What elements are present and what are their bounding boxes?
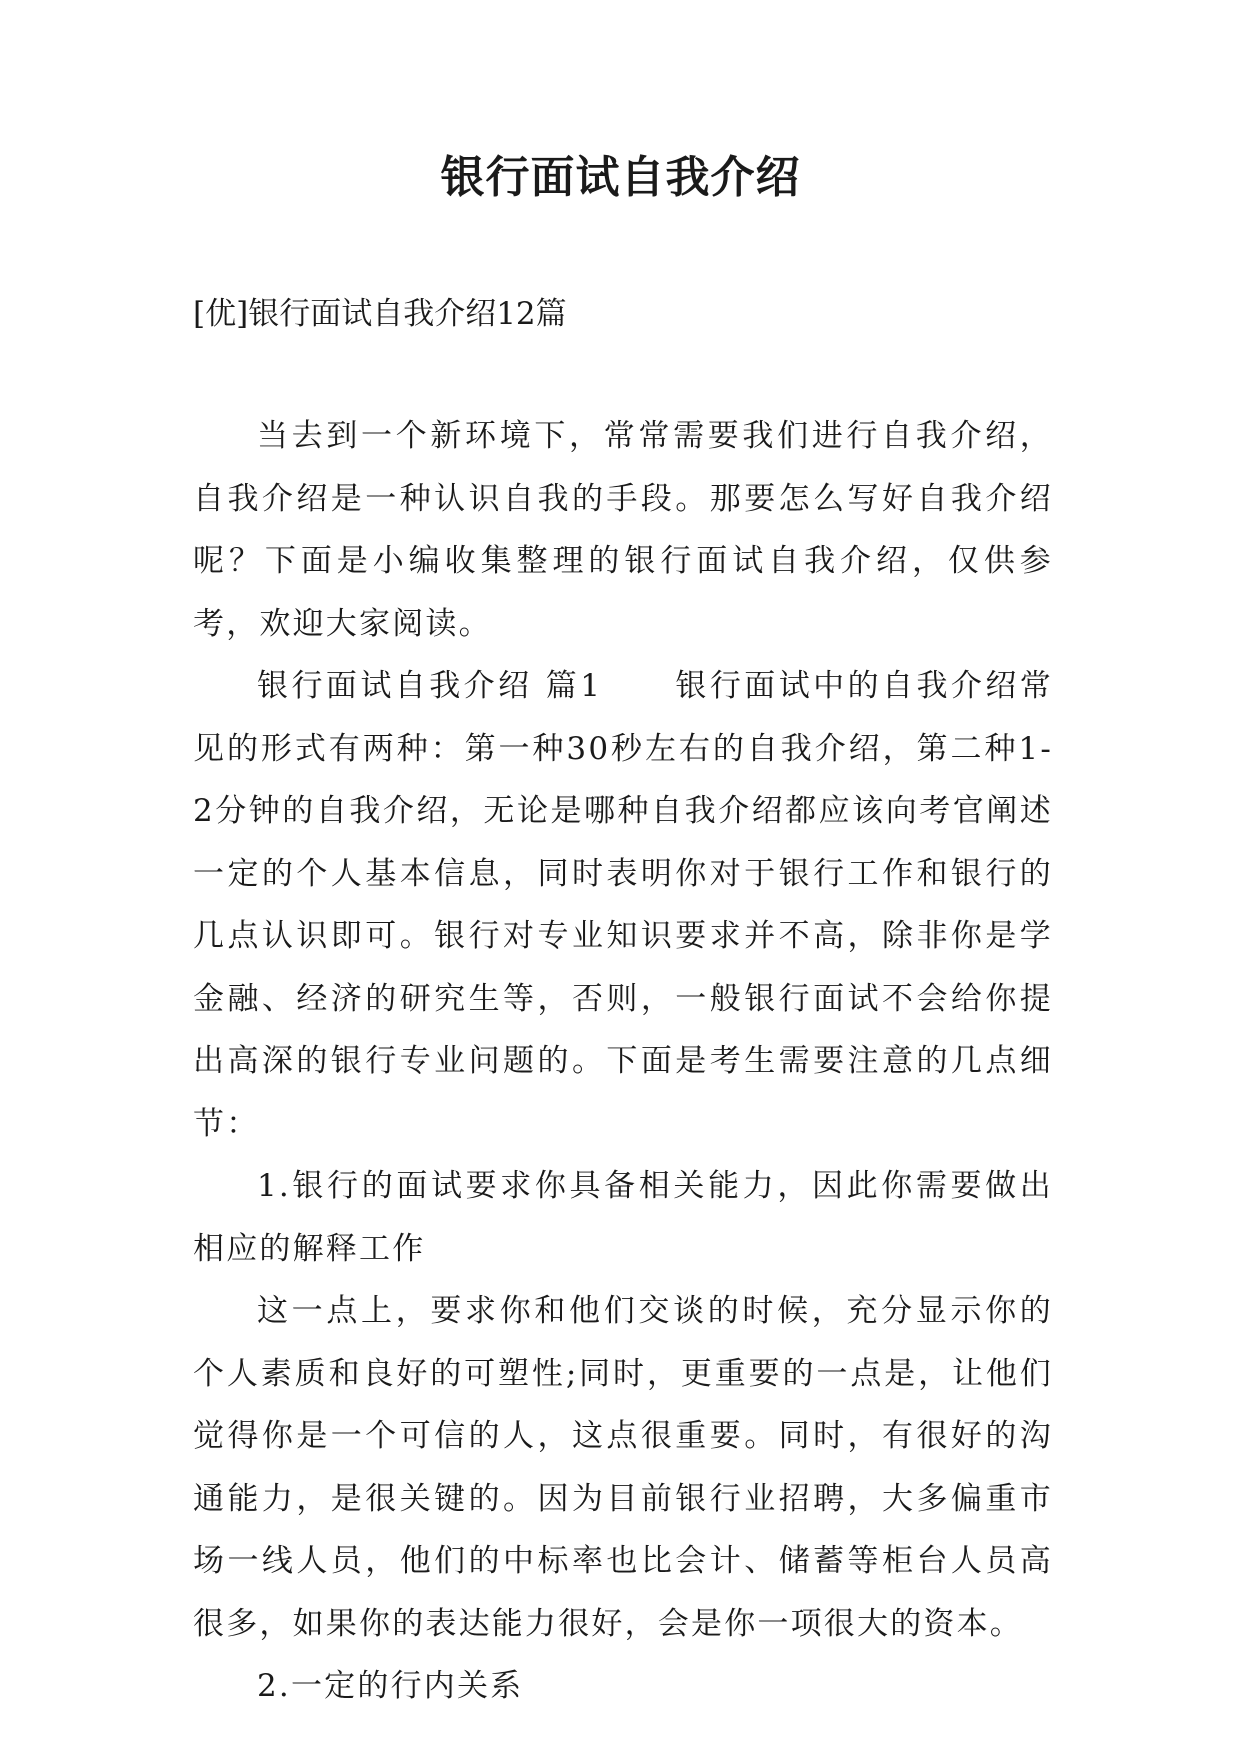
point1-paragraph: 这一点上，要求你和他们交谈的时候，充分显示你的个人素质和良好的可塑性;同时，更重要的一点是，让他们觉得你是一个可信的人，这点很重要。同时，有很好的沟通能力，是很关键的。因为目前银行业招聘，大多偏重市场一线人员，他们的中标率也比会计、储蓄等柜台人员高很多，如果你的表达能力很好，会是你一项很大的资本。 xyxy=(193,1293,1053,1642)
point2-title: 2.一定的行内关系 xyxy=(257,1668,524,1704)
document-subtitle: [优]银行面试自我介绍12篇 xyxy=(193,296,567,332)
section1-heading: 银行面试自我介绍 篇1 xyxy=(257,668,603,704)
document-title: 银行面试自我介绍 xyxy=(440,152,801,203)
intro-paragraph: 当去到一个新环境下，常常需要我们进行自我介绍，自我介绍是一种认识自我的手段。那要怎么写好自我介绍呢？下面是小编收集整理的银行面试自我介绍，仅供参考，欢迎大家阅读。 xyxy=(193,418,1053,642)
document-body xyxy=(193,405,1053,1718)
point1-title: 1.银行的面试要求你具备相关能力，因此你需要做出相应的解释工作 xyxy=(193,1168,1053,1267)
section1-text: 银行面试中的自我介绍常见的形式有两种：第一种30秒左右的自我介绍，第二种1-2分钟的自我介绍，无论是哪种自我介绍都应该向考官阐述一定的个人基本信息，同时表明你对于银行工作和银行的几点认识即可。银行对专业知识要求并不高，除非你是学金融、经济的研究生等，否则，一般银行面试不会给你提出高深的银行专业问题的。下面是考生需要注意的几点细节： xyxy=(193,668,1053,1142)
section1-paragraph xyxy=(193,655,1053,1155)
